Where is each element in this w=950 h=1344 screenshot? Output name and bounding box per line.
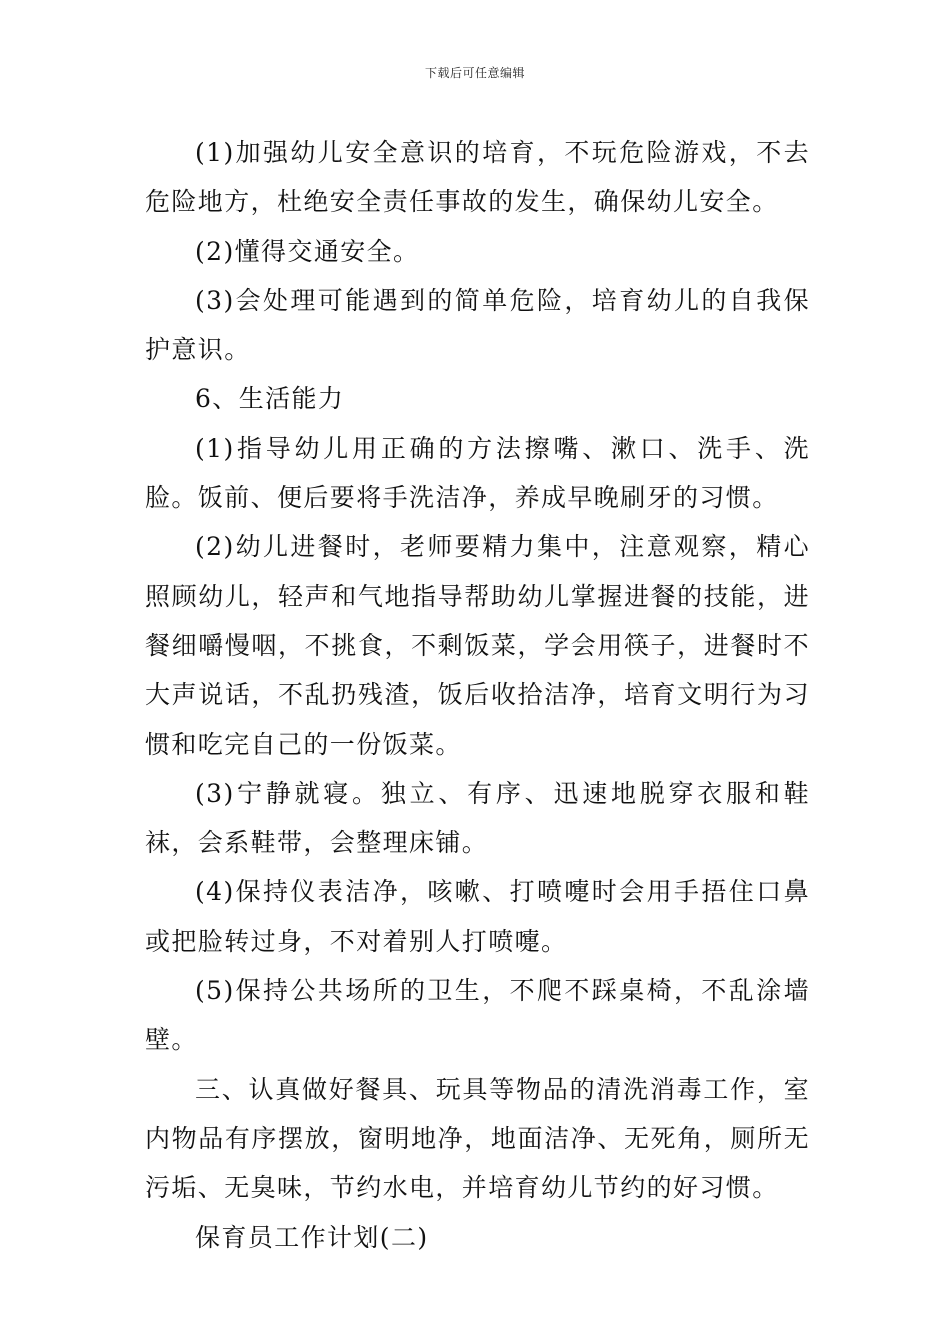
paragraph-public-hygiene: (5)保持公共场所的卫生，不爬不踩桌椅，不乱涂墙壁。 [145,976,810,1055]
page-header: 下载后可任意编辑 [424,66,525,80]
paragraph-traffic-safety: (2)懂得交通安全。 [195,236,420,266]
paragraph-safety-awareness: (1)加强幼儿安全意识的培育，不玩危险游戏，不去危险地方，杜绝安全责任事故的发生，确保幼儿安全。 [145,138,810,217]
section-heading-life-skills: 6、生活能力 [195,384,345,414]
paragraph-hygiene: (1)指导幼儿用正确的方法擦嘴、漱口、洗手、洗脸。饭前、便后要将手洗洁净，养成早晚刷牙的习惯。 [145,433,810,513]
paragraph-sleep: (3)宁静就寝。独立、有序、迅速地脱穿衣服和鞋袜，会系鞋带，会整理床铺。 [145,778,810,858]
paragraph-disinfection: 三、认真做好餐具、玩具等物品的清洗消毒工作，室内物品有序摆放，窗明地净，地面洁净、无死角，厕所无污垢、无臭味，节约水电，并培育幼儿节约的好习惯。 [145,1074,810,1203]
section-title-plan-two: 保育员工作计划(二) [195,1222,429,1252]
paragraph-appearance: (4)保持仪表洁净，咳嗽、打喷嚏时会用手捂住口鼻或把脸转过身，不对着别人打喷嚏。 [145,877,810,956]
paragraph-danger-handling: (3)会处理可能遇到的简单危险，培育幼儿的自我保护意识。 [145,285,810,365]
document-body [145,128,810,1262]
paragraph-meals: (2)幼儿进餐时，老师要精力集中，注意观察，精心照顾幼儿，轻声和气地指导帮助幼儿掌握进餐的技能，进餐细嚼慢咽，不挑食，不剩饭菜，学会用筷子，进餐时不大声说话，不乱扔残渣，饭后收拾洁净，培育文明行为习惯和吃完自己的一份饭菜。 [145,532,810,759]
